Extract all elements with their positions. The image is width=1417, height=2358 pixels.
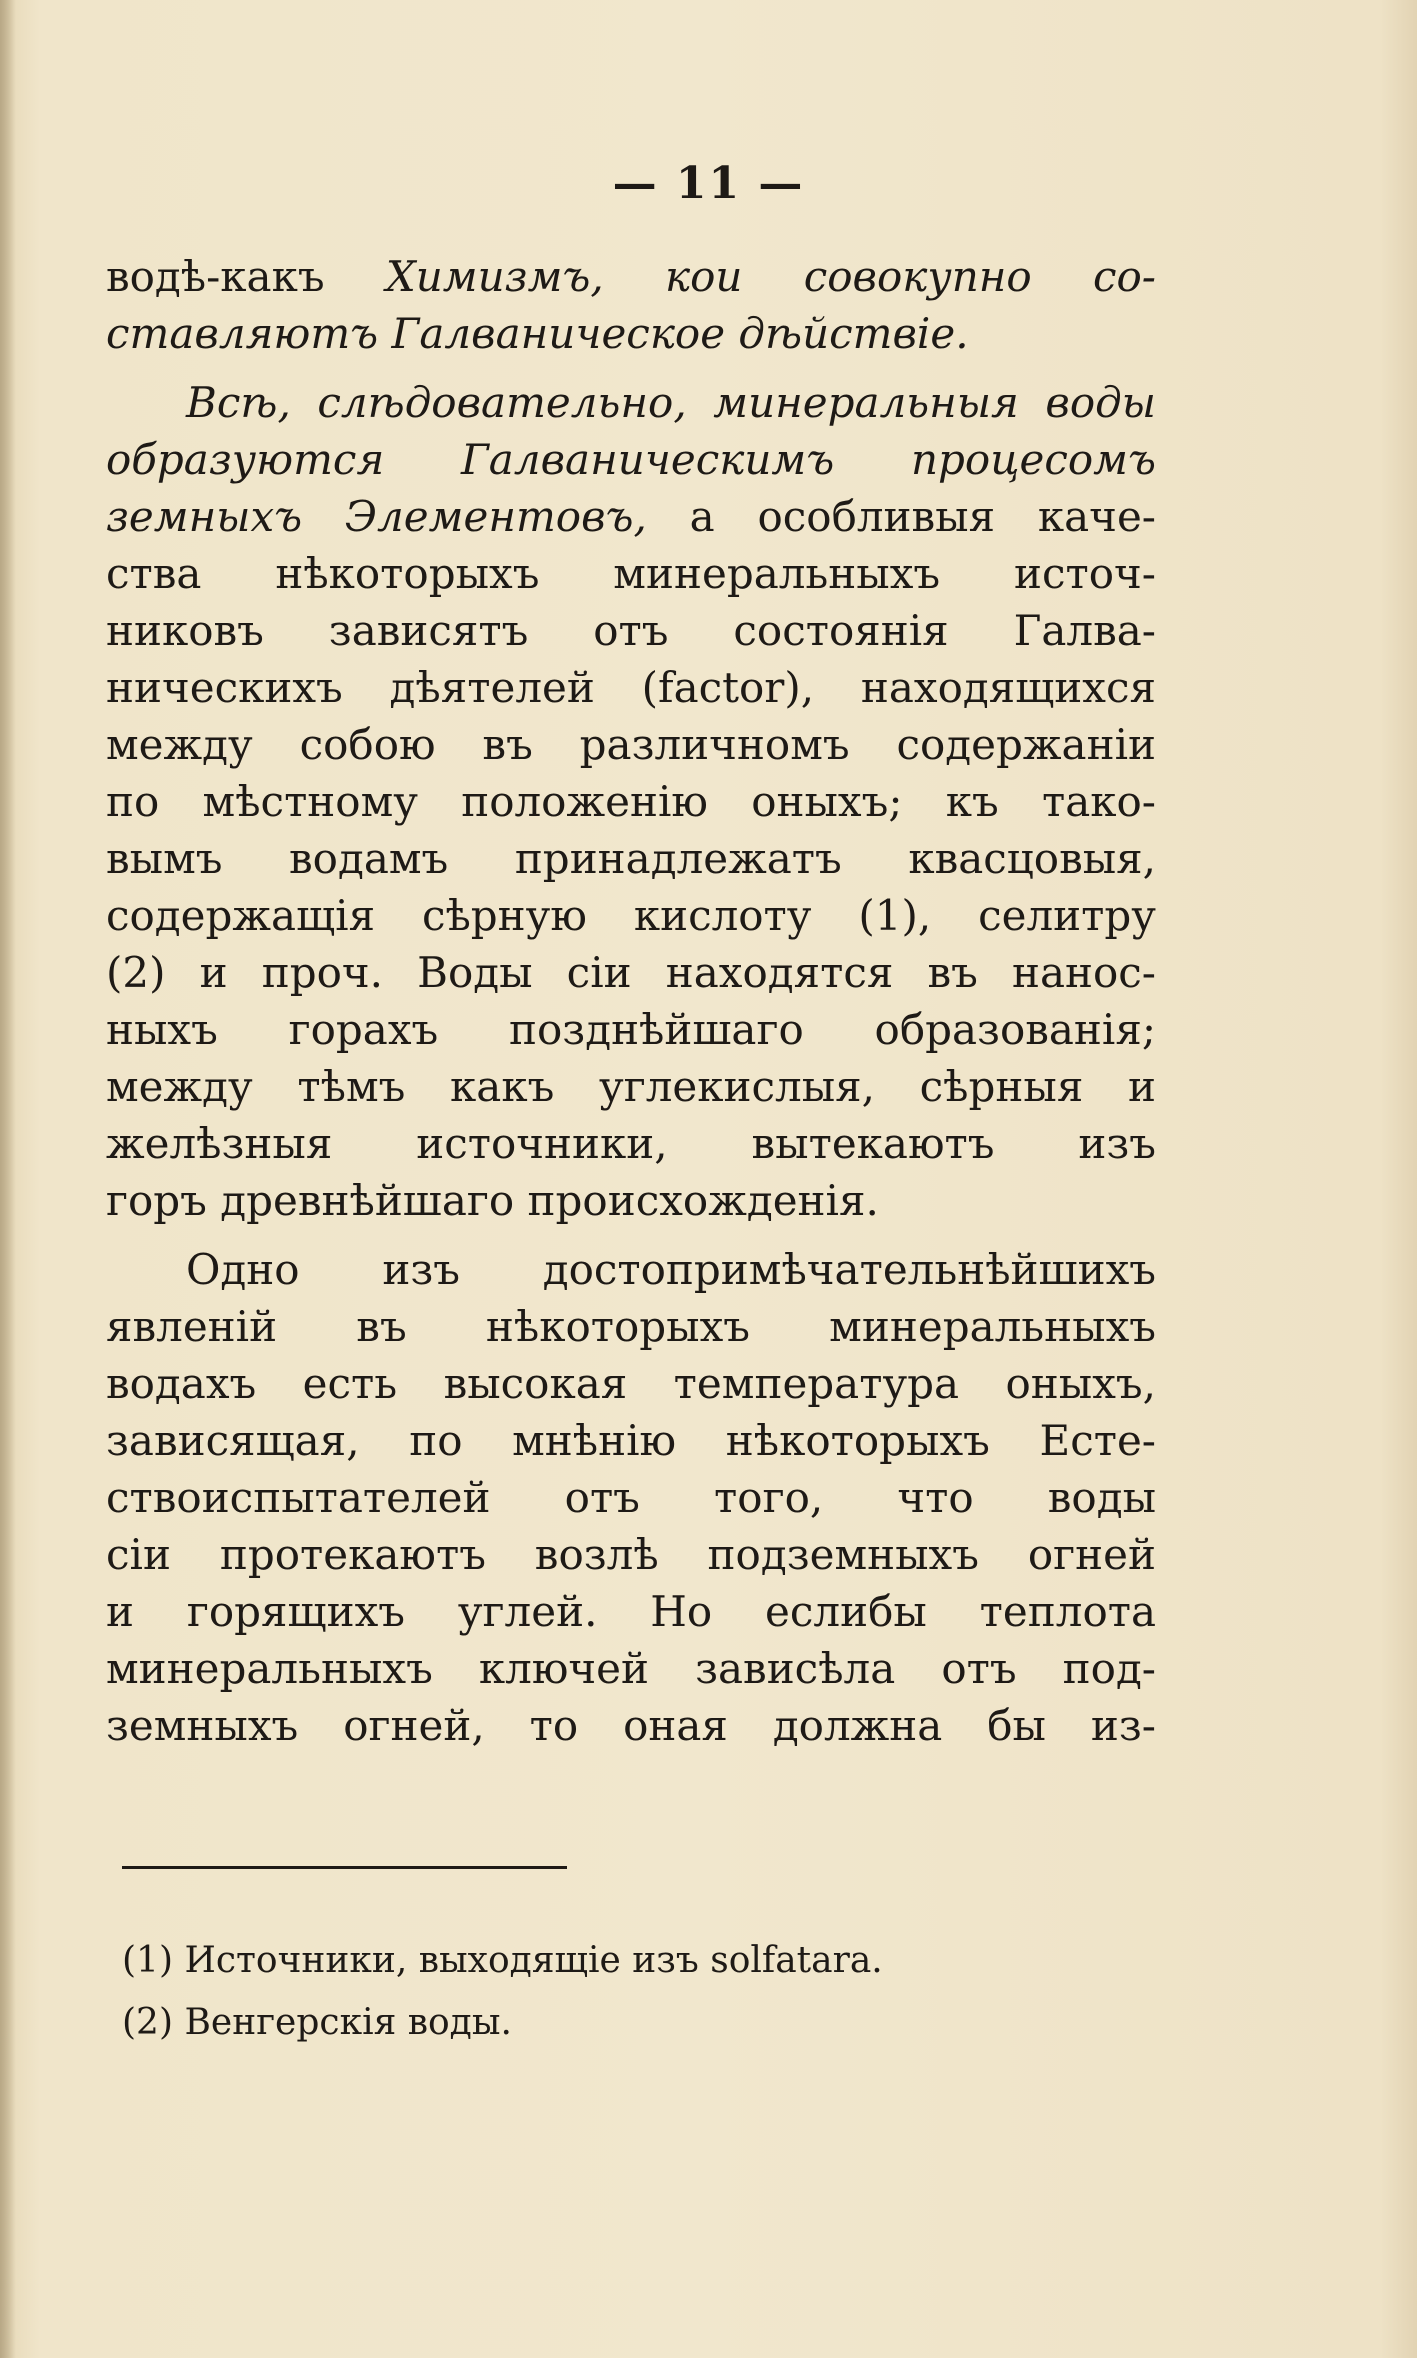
text-line: между собою въ различномъ содержаніи (106, 720, 1156, 769)
text-line: земныхъ Элементовъ, а особливыя каче- (106, 492, 1156, 541)
footnote-1: (1) Источники, выходящіе изъ solfatara. (122, 1940, 883, 1981)
text-line: по мѣстному положенію оныхъ; къ тако- (106, 777, 1156, 826)
footnote-2: (2) Венгерскія воды. (122, 2002, 512, 2043)
text-line: зависящая, по мнѣнію нѣкоторыхъ Есте- (106, 1416, 1156, 1465)
text-line: земныхъ огней, то оная должна бы из- (106, 1701, 1156, 1750)
text-line: (2) и проч. Воды сіи находятся въ нанос- (106, 948, 1156, 997)
footnotes-block (122, 1930, 1122, 2054)
main-text-block (106, 248, 1156, 1754)
text-line: ставляютъ Галваническое дѣйствіе. (106, 309, 969, 358)
text-line: ническихъ дѣятелей (factor), находящихся (106, 663, 1156, 712)
text-line: Одно изъ достопримѣчательнѣйшихъ (186, 1245, 1156, 1294)
page-number-header: — 11 — (612, 158, 805, 209)
text-line: образуются Галваническимъ процесомъ (106, 435, 1156, 484)
text-line: водахъ есть высокая температура оныхъ, (106, 1359, 1156, 1408)
footnote-separator-rule (122, 1866, 567, 1869)
text-line: водѣ-какъ Химизмъ, кои совокупно со- (106, 252, 1156, 301)
text-line: ныхъ горахъ позднѣйшаго образованія; (106, 1005, 1156, 1054)
text-line: никовъ зависятъ отъ состоянія Галва- (106, 606, 1156, 655)
text-line: Всѣ, слѣдовательно, минеральныя воды (186, 378, 1156, 427)
text-line: ства нѣкоторыхъ минеральныхъ источ- (106, 549, 1156, 598)
text-line: вымъ водамъ принадлежатъ квасцовыя, (106, 834, 1156, 883)
text-line: между тѣмъ какъ углекислыя, сѣрныя и (106, 1062, 1156, 1111)
text-line: содержащія сѣрную кислоту (1), селитру (106, 891, 1156, 940)
text-line: ствоиспытателей отъ того, что воды (106, 1473, 1156, 1522)
page-gutter-shadow (0, 0, 16, 2358)
text-line: минеральныхъ ключей зависѣла отъ под- (106, 1644, 1156, 1693)
text-line: сіи протекаютъ возлѣ подземныхъ огней (106, 1530, 1156, 1579)
text-line: горъ древнѣйшаго происхожденія. (106, 1176, 879, 1225)
text-line: явленій въ нѣкоторыхъ минеральныхъ (106, 1302, 1156, 1351)
text-line: и горящихъ углей. Но еслибы теплота (106, 1587, 1156, 1636)
text-line: желѣзныя источники, вытекаютъ изъ (106, 1119, 1156, 1168)
